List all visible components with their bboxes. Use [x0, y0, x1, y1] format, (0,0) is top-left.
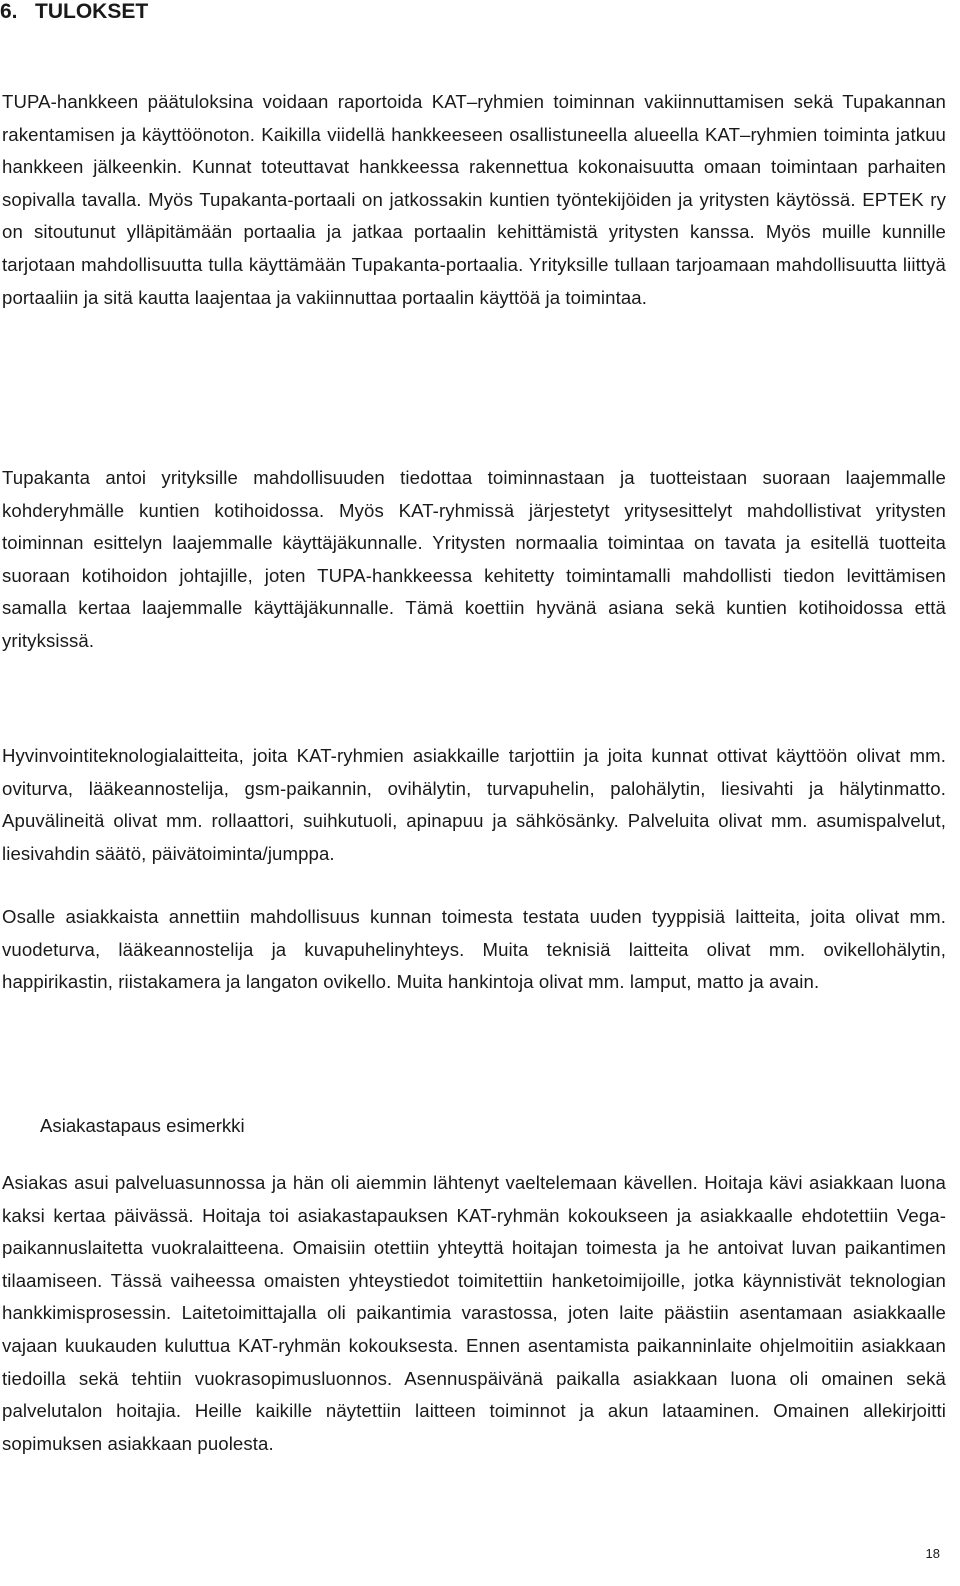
paragraph-testing-devices: Osalle asiakkaista annettiin mahdollisuus kunnan toimesta testata uuden tyyppisiä laitteita, joita olivat mm. vuodeturva, lääkeannostelija ja kuvapuhelinyhteys. Muita teknisiä laitteita olivat mm. ovikellohälytin, happirikastin, riistakamera ja langaton ovikello. Muita hankintoja olivat mm. lamput, matto ja avain.	[2, 906, 946, 993]
case-example-heading: Asiakastapaus esimerkki	[40, 1115, 245, 1136]
page-number: 18	[925, 1546, 940, 1561]
paragraph-tupakanta-companies: Tupakanta antoi yrityksille mahdollisuuden tiedottaa toiminnastaan ja tuotteistaan suoraan laajemmalle kohderyhmälle kuntien kotihoidossa. Myös KAT-ryhmissä järjestetyt yritysesittelyt mahdollistivat yritysten toiminnan esittelyn laajemmalle käyttäjäkunnalle. Yritysten normaalia toimintaa on tavata ja esitellä tuotteita suoraan kotihoidon johtajille, joten TUPA-hankkeessa kehitetty toimintamalli mahdollisti tiedon levittämisen samalla kertaa laajemmalle käyttäjäkunnalle. Tämä koettiin hyvänä asiana sekä kuntien kotihoidossa että yrityksissä.	[2, 467, 946, 651]
paragraph-case-example: Asiakas asui palveluasunnossa ja hän oli aiemmin lähtenyt vaeltelemaan kävellen. Hoitaja kävi asiakkaan luona kaksi kertaa päivässä. Hoitaja toi asiakastapauksen KAT-ryhmän kokoukseen ja asiakkaalle ehdotettiin Vega-paikannuslaitetta vuokralaitteena. Omaisiin otettiin yhteyttä hoitajan toimesta ja he antoivat luvan paikantimen tilaamiseen. Tässä vaiheessa omaisten yhteystiedot toimitettiin hanketoimijoille, jotka käynnistivät teknologian hankkimisprosessin. Laitetoimittajalla oli paikantimia varastossa, joten laite päästiin asentamaan asiakkaalle vajaan kuukauden kuluttua KAT-ryhmän kokouksesta. Ennen asentamista paikanninlaite ohjelmoitiin asiakkaan tiedoilla sekä tehtiin vuokrasopimusluonnos. Asennuspäivänä paikalla asiakkaan luona oli omainen sekä palvelutalon hoitajia. Heille kaikille näytettiin laitteen toiminnot ja akun lataaminen. Omainen allekirjoitti sopimuksen asiakkaan puolesta.	[2, 1172, 946, 1454]
section-heading: 6. TULOKSET	[0, 0, 149, 23]
paragraph-results-intro: TUPA-hankkeen päätuloksina voidaan raportoida KAT–ryhmien toiminnan vakiinnuttamisen sekä Tupakannan rakentamisen ja käyttöönoton. Kaikilla viidellä hankkeeseen osallistuneella alueella KAT–ryhmien toiminta jatkuu hankkeen jälkeenkin. Kunnat toteuttavat hankkeessa rakennettua kokonaisuutta omaan toimintaan parhaiten sopivalla tavalla. Myös Tupakanta-portaali on jatkossakin kuntien työntekijöiden ja yritysten käytössä. EPTEK ry on sitoutunut ylläpitämään portaalia ja jatkaa portaalin kehittämistä yritysten kanssa. Myös muille kunnille tarjotaan mahdollisuutta tulla käyttämään Tupakanta-portaalia. Yrityksille tullaan tarjoamaan mahdollisuutta liittyä portaaliin ja sitä kautta laajentaa ja vakiinnuttaa portaalin käyttöä ja toimintaa.	[2, 91, 946, 308]
paragraph-welfare-technology: Hyvinvointiteknologialaitteita, joita KAT-ryhmien asiakkaille tarjottiin ja joita kunnat ottivat käyttöön olivat mm. oviturva, lääkeannostelija, gsm-paikannin, ovihälytin, turvapuhelin, palohälytin, liesivahti ja hälytinmatto. Apuvälineitä olivat mm. rollaattori, suihkutuoli, apinapuu ja sähkösänky. Palveluita olivat mm. asumispalvelut, liesivahdin säätö, päivätoiminta/jumppa.	[2, 745, 946, 864]
